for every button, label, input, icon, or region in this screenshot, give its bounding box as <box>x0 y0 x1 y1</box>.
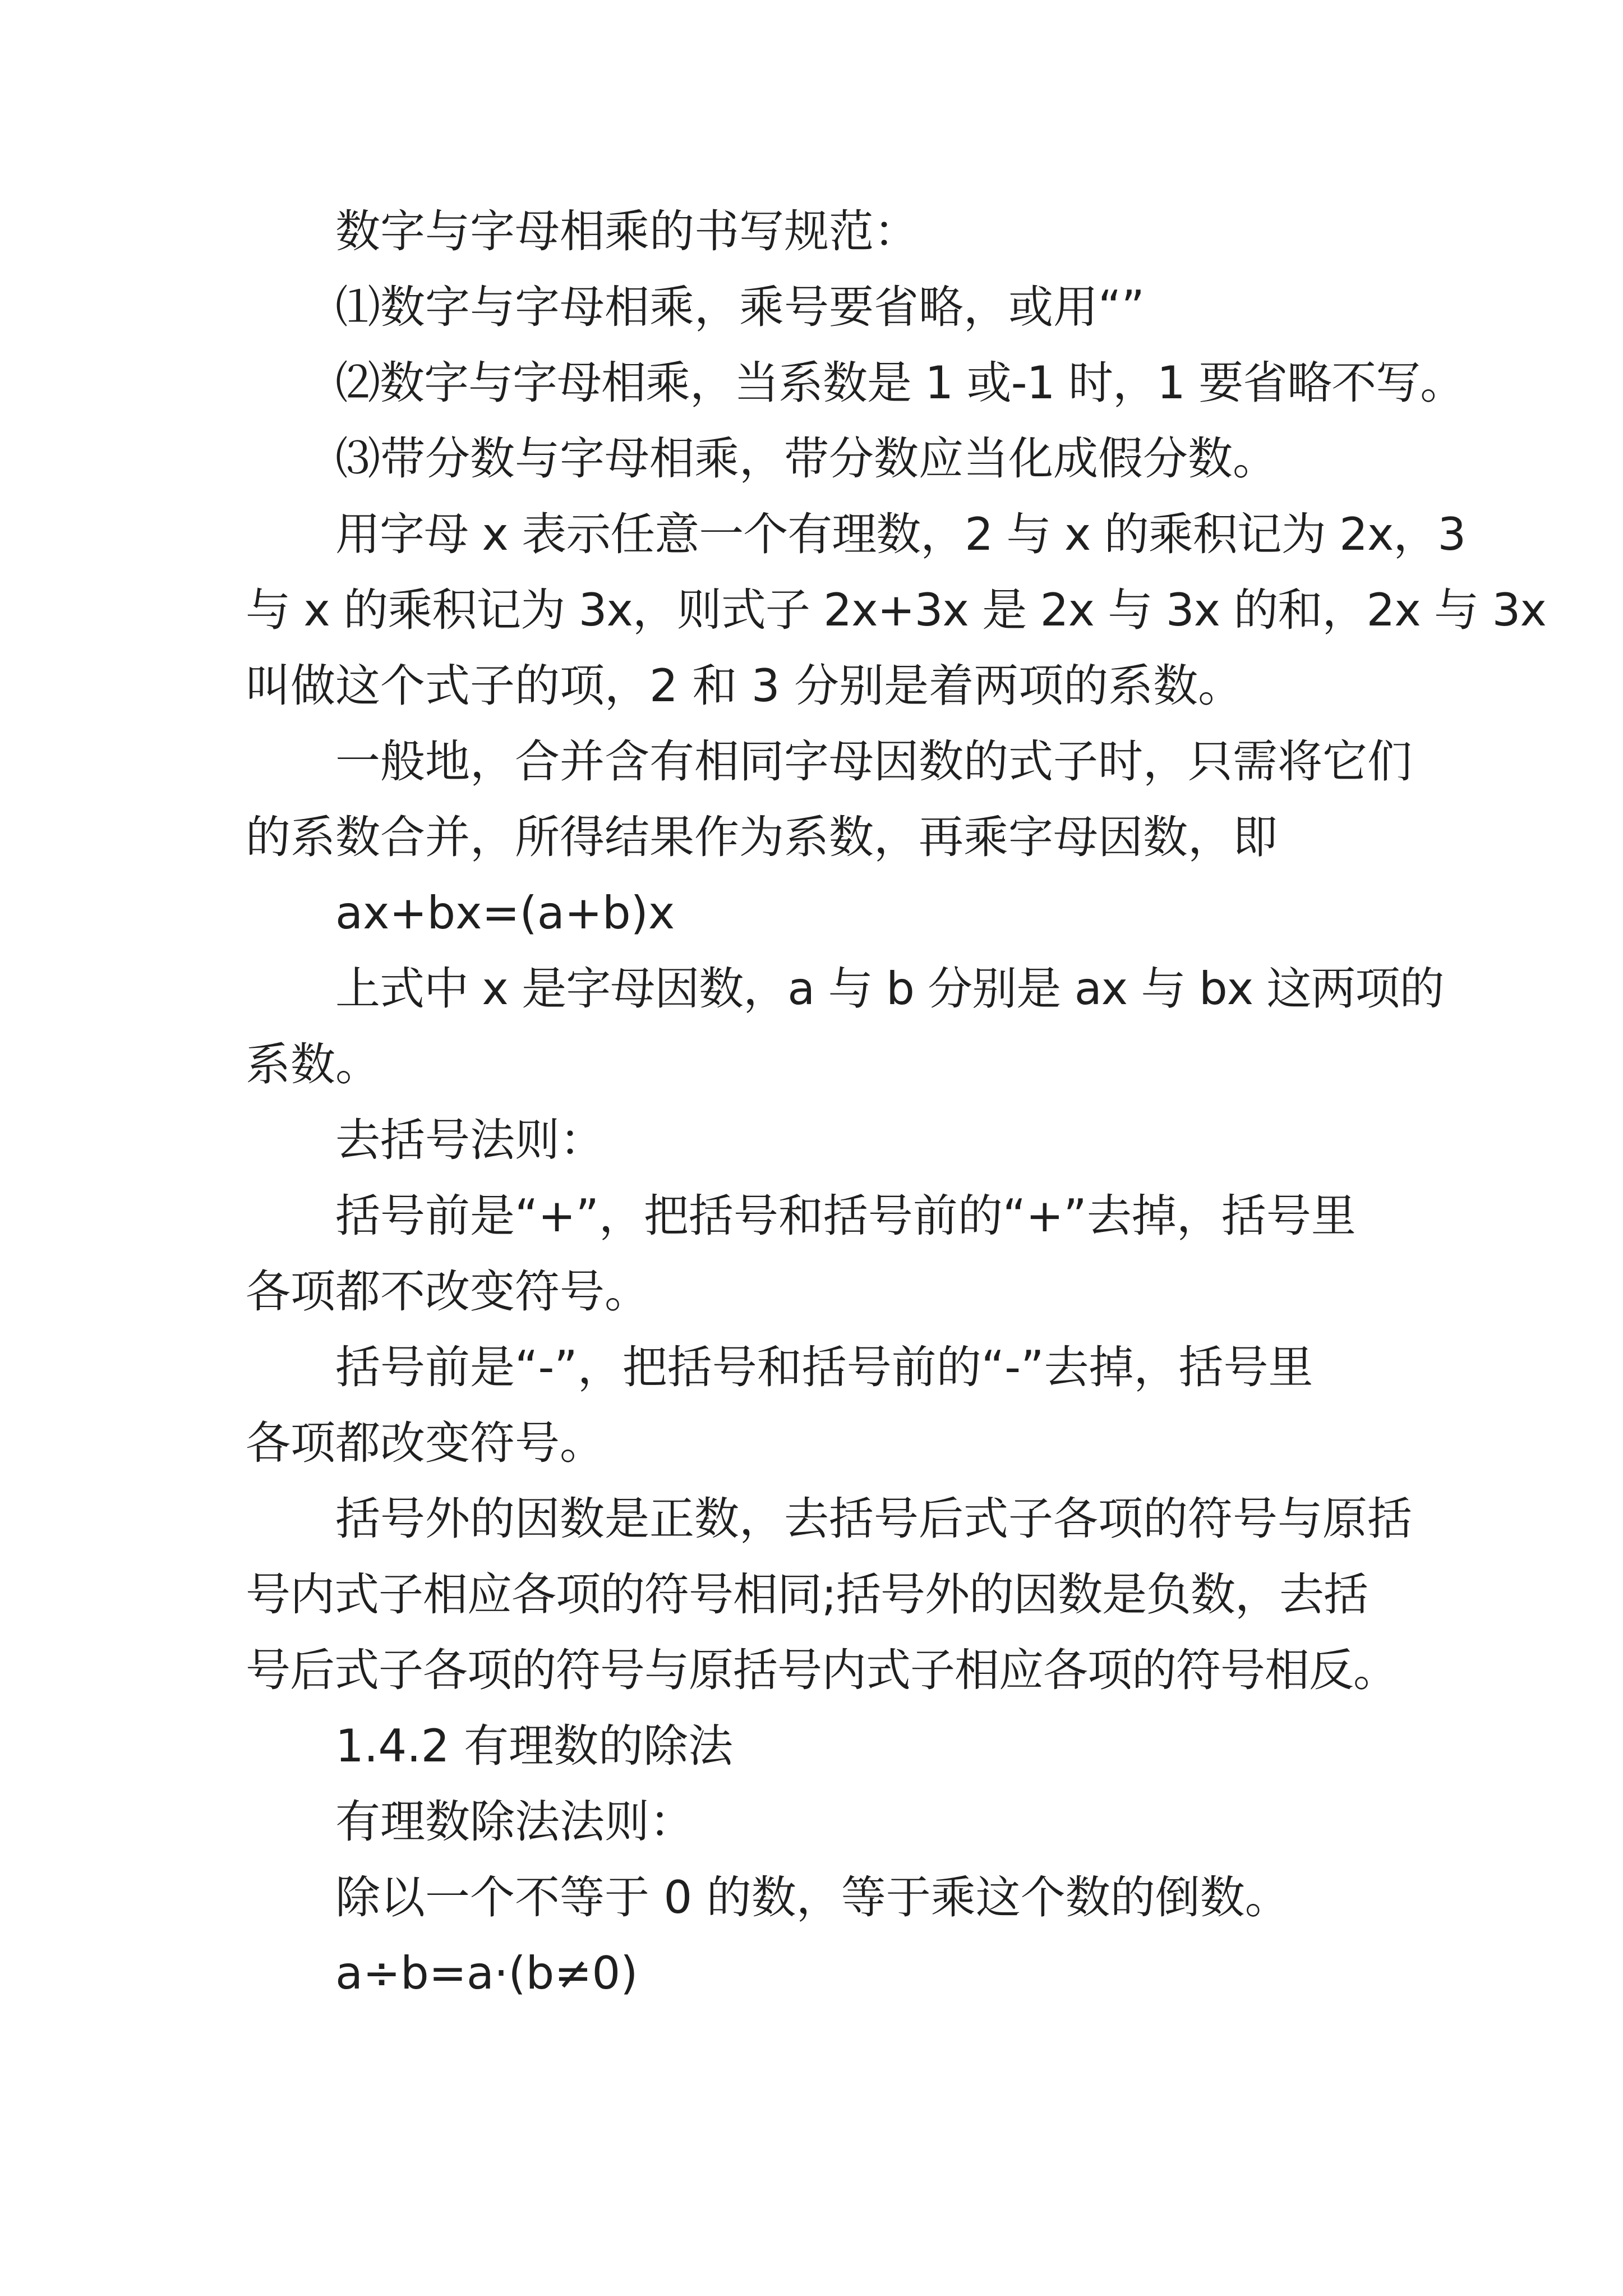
text-line: 号内式子相应各项的符号相同;括号外的因数是负数，去括 <box>246 1568 1368 1621</box>
text-line: 各项都改变符号。 <box>246 1417 605 1469</box>
text-line: ⑴数字与字母相乘，乘号要省略，或用“” <box>335 281 1145 333</box>
text-line: 除以一个不等于 0 的数，等于乘这个数的倒数。 <box>335 1871 1290 1924</box>
text-line: 括号前是“-”，把括号和括号前的“-”去掉，括号里 <box>335 1341 1313 1393</box>
text-line: ⑵数字与字母相乘，当系数是 1 或-1 时，1 要省略不写。 <box>335 357 1465 409</box>
text-line: 一般地，合并含有相同字母因数的式子时，只需将它们 <box>335 735 1412 788</box>
text-line: 的系数合并，所得结果作为系数，再乘字母因数，即 <box>246 811 1278 863</box>
text-line: 系数。 <box>246 1038 380 1091</box>
text-line: 括号外的因数是正数，去括号后式子各项的符号与原括 <box>335 1493 1412 1545</box>
text-line: 号后式子各项的符号与原括号内式子相应各项的符号相反。 <box>246 1644 1398 1696</box>
formula-line: ax+bx=(a+b)x <box>335 887 675 939</box>
formula-line: a÷b=a·(b≠0) <box>335 1947 638 1999</box>
document-body <box>246 194 1546 2011</box>
text-line: 与 x 的乘积记为 3x，则式子 2x+3x 是 2x 与 3x 的和，2x 与 3x <box>246 584 1546 636</box>
section-heading: 1.4.2 有理数的除法 <box>335 1720 733 1772</box>
text-line: 括号前是“+”，把括号和括号前的“+”去掉，括号里 <box>335 1190 1356 1242</box>
section-heading: 有理数除法法则： <box>335 1796 694 1848</box>
text-line: ⑶带分数与字母相乘，带分数应当化成假分数。 <box>335 432 1278 485</box>
text-line: 各项都不改变符号。 <box>246 1266 649 1318</box>
text-line: 用字母 x 表示任意一个有理数，2 与 x 的乘积记为 2x，3 <box>335 508 1466 560</box>
text-line: 数字与字母相乘的书写规范： <box>335 205 919 257</box>
text-line: 上式中 x 是字母因数，a 与 b 分别是 ax 与 bx 这两项的 <box>335 963 1444 1015</box>
section-heading: 去括号法则： <box>335 1114 605 1166</box>
text-line: 叫做这个式子的项，2 和 3 分别是着两项的系数。 <box>246 660 1243 712</box>
